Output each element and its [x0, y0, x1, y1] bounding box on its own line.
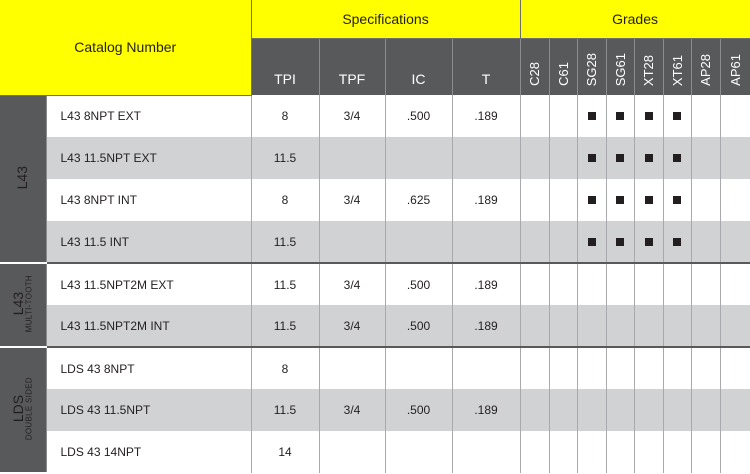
t-cell: [452, 431, 520, 473]
grade-cell: [577, 221, 606, 263]
spec-column-header: TPI: [251, 38, 319, 95]
ic-cell: [385, 347, 452, 389]
grade-cell: [720, 347, 750, 389]
grade-cell: [520, 389, 549, 431]
tpf-cell: [319, 221, 385, 263]
grade-column-label: SG28: [584, 52, 600, 86]
grade-cell: [634, 431, 663, 473]
t-cell: .189: [452, 389, 520, 431]
grade-column-header: [691, 38, 720, 95]
grade-column-label: C61: [555, 62, 571, 86]
grade-cell: [691, 179, 720, 221]
grade-cell: [577, 137, 606, 179]
availability-square-icon: [673, 154, 681, 162]
catalog-number-cell: L43 11.5NPT2M INT: [46, 305, 251, 347]
tpf-cell: [319, 431, 385, 473]
spec-column-header: TPF: [319, 38, 385, 95]
group-subtitle: DOUBLE SIDED: [24, 376, 34, 441]
group-label-cell: [0, 263, 46, 347]
grade-column-header: [663, 38, 691, 95]
grade-column-label: AP28: [698, 54, 714, 86]
catalog-number-header: Catalog Number: [0, 0, 251, 95]
grade-cell: [663, 179, 691, 221]
group-label: [15, 166, 30, 189]
grade-cell: [520, 95, 549, 137]
table-row: [0, 347, 750, 389]
grade-cell: [720, 221, 750, 263]
grade-column-header: [634, 38, 663, 95]
tpi-cell: 14: [251, 431, 319, 473]
grade-cell: [549, 179, 577, 221]
tpi-cell: 11.5: [251, 221, 319, 263]
availability-square-icon: [616, 112, 624, 120]
grade-cell: [691, 137, 720, 179]
t-cell: .189: [452, 305, 520, 347]
grade-column-header: [720, 38, 750, 95]
group-subtitle: MULTI-TOOTH: [24, 274, 34, 333]
grade-cell: [606, 305, 634, 347]
tpi-cell: 11.5: [251, 305, 319, 347]
grade-cell: [720, 305, 750, 347]
grade-cell: [577, 431, 606, 473]
table-row: [0, 137, 750, 179]
grade-cell: [577, 95, 606, 137]
ic-cell: .500: [385, 95, 452, 137]
availability-square-icon: [616, 238, 624, 246]
grade-cell: [634, 95, 663, 137]
tpf-cell: 3/4: [319, 305, 385, 347]
grade-cell: [691, 95, 720, 137]
availability-square-icon: [616, 154, 624, 162]
grade-column-label: XT28: [641, 54, 657, 86]
grade-column-label: AP61: [727, 54, 743, 86]
grade-cell: [577, 179, 606, 221]
table-row: [0, 263, 750, 305]
grade-cell: [663, 431, 691, 473]
t-cell: .189: [452, 263, 520, 305]
grade-cell: [520, 431, 549, 473]
grade-cell: [549, 95, 577, 137]
grade-cell: [663, 305, 691, 347]
catalog-number-cell: L43 11.5NPT EXT: [46, 137, 251, 179]
grade-cell: [606, 263, 634, 305]
tpf-cell: 3/4: [319, 263, 385, 305]
catalog-number-cell: LDS 43 14NPT: [46, 431, 251, 473]
group-label-cell: [0, 347, 46, 473]
grade-cell: [634, 221, 663, 263]
group-label: [11, 377, 34, 440]
tpi-cell: 8: [251, 347, 319, 389]
grade-column-header: [606, 38, 634, 95]
grade-cell: [606, 431, 634, 473]
grade-cell: [577, 305, 606, 347]
grade-column-label: C28: [527, 62, 543, 86]
t-cell: [452, 137, 520, 179]
grade-cell: [720, 389, 750, 431]
availability-square-icon: [588, 238, 596, 246]
grade-cell: [549, 263, 577, 305]
ic-cell: [385, 221, 452, 263]
grade-cell: [549, 221, 577, 263]
grade-cell: [606, 347, 634, 389]
grade-column-header: [549, 38, 577, 95]
catalog-number-cell: LDS 43 11.5NPT: [46, 389, 251, 431]
grade-cell: [634, 347, 663, 389]
catalog-number-cell: L43 11.5NPT2M EXT: [46, 263, 251, 305]
ic-cell: [385, 137, 452, 179]
grade-cell: [606, 221, 634, 263]
catalog-number-cell: L43 11.5 INT: [46, 221, 251, 263]
grade-cell: [520, 221, 549, 263]
grade-cell: [691, 389, 720, 431]
grade-cell: [549, 431, 577, 473]
grade-cell: [520, 179, 549, 221]
grade-column-header: [520, 38, 549, 95]
grade-cell: [634, 305, 663, 347]
ic-cell: .625: [385, 179, 452, 221]
tpf-cell: [319, 137, 385, 179]
grade-cell: [549, 389, 577, 431]
grade-cell: [549, 137, 577, 179]
availability-square-icon: [588, 112, 596, 120]
tpi-cell: 8: [251, 95, 319, 137]
table-body: [0, 95, 750, 473]
grade-cell: [549, 305, 577, 347]
tpf-cell: [319, 347, 385, 389]
table-row: [0, 305, 750, 347]
grade-cell: [663, 263, 691, 305]
grade-cell: [520, 305, 549, 347]
table-row: [0, 221, 750, 263]
availability-square-icon: [645, 238, 653, 246]
spec-column-header: IC: [385, 38, 452, 95]
tpi-cell: 11.5: [251, 389, 319, 431]
table-row: [0, 179, 750, 221]
group-name: LDS: [10, 394, 27, 423]
availability-square-icon: [588, 196, 596, 204]
grade-cell: [720, 95, 750, 137]
ic-cell: .500: [385, 389, 452, 431]
table-row: [0, 431, 750, 473]
tpi-cell: 8: [251, 179, 319, 221]
ic-cell: .500: [385, 263, 452, 305]
availability-square-icon: [645, 196, 653, 204]
grade-cell: [577, 263, 606, 305]
grade-cell: [720, 179, 750, 221]
group-name: L43: [14, 165, 31, 189]
group-label: [11, 275, 34, 332]
grade-cell: [606, 95, 634, 137]
ic-cell: [385, 431, 452, 473]
catalog-number-cell: LDS 43 8NPT: [46, 347, 251, 389]
catalog-number-cell: L43 8NPT EXT: [46, 95, 251, 137]
grade-cell: [634, 263, 663, 305]
tpf-cell: 3/4: [319, 179, 385, 221]
ic-cell: .500: [385, 305, 452, 347]
grade-cell: [520, 347, 549, 389]
grade-cell: [634, 137, 663, 179]
grade-cell: [663, 347, 691, 389]
t-cell: [452, 221, 520, 263]
grade-cell: [520, 263, 549, 305]
spec-column-header: T: [452, 38, 520, 95]
tpf-cell: 3/4: [319, 95, 385, 137]
catalog-number-cell: L43 8NPT INT: [46, 179, 251, 221]
grade-cell: [549, 347, 577, 389]
specifications-header: Specifications: [251, 0, 520, 38]
grade-cell: [663, 389, 691, 431]
grade-cell: [577, 347, 606, 389]
grades-header: Grades: [520, 0, 750, 38]
grade-cell: [691, 431, 720, 473]
grade-cell: [577, 389, 606, 431]
availability-square-icon: [673, 196, 681, 204]
grade-column-label: XT61: [669, 54, 685, 86]
grade-cell: [606, 389, 634, 431]
grade-column-header: [577, 38, 606, 95]
tpf-cell: 3/4: [319, 389, 385, 431]
grade-cell: [720, 431, 750, 473]
group-label-cell: [0, 95, 46, 263]
grade-cell: [606, 179, 634, 221]
grade-cell: [691, 263, 720, 305]
availability-square-icon: [588, 154, 596, 162]
grade-cell: [663, 137, 691, 179]
t-cell: [452, 347, 520, 389]
grade-cell: [691, 347, 720, 389]
grade-cell: [691, 305, 720, 347]
grade-cell: [606, 137, 634, 179]
t-cell: .189: [452, 95, 520, 137]
availability-square-icon: [616, 196, 624, 204]
availability-square-icon: [645, 154, 653, 162]
t-cell: .189: [452, 179, 520, 221]
grade-column-label: SG61: [612, 52, 628, 86]
grade-cell: [663, 95, 691, 137]
grade-cell: [634, 179, 663, 221]
grade-cell: [720, 137, 750, 179]
group-name: L43: [10, 291, 27, 316]
grade-cell: [691, 221, 720, 263]
availability-square-icon: [645, 112, 653, 120]
grade-cell: [634, 389, 663, 431]
table-row: [0, 95, 750, 137]
tpi-cell: 11.5: [251, 263, 319, 305]
tpi-cell: 11.5: [251, 137, 319, 179]
grade-cell: [520, 137, 549, 179]
availability-square-icon: [673, 112, 681, 120]
grade-cell: [720, 263, 750, 305]
grade-cell: [663, 221, 691, 263]
availability-square-icon: [673, 238, 681, 246]
table-row: [0, 389, 750, 431]
